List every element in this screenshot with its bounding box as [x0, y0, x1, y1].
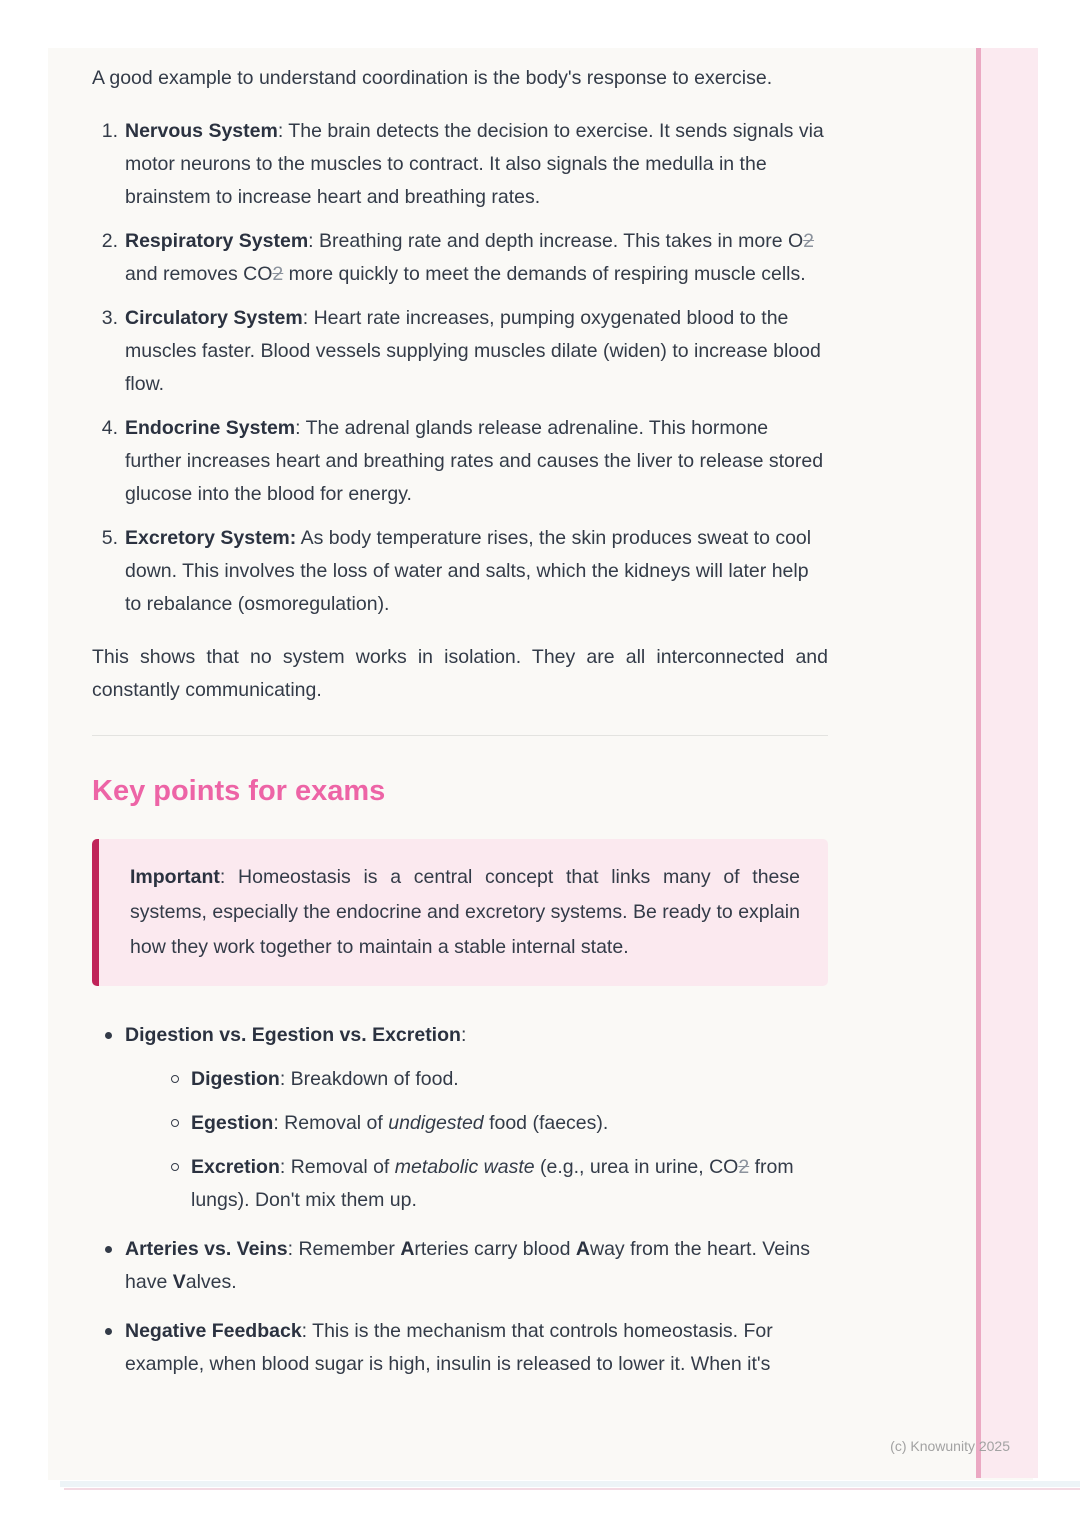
- important-callout: [92, 839, 828, 986]
- list-number: 2.: [101, 230, 118, 252]
- sub-bullet-list: [125, 1063, 828, 1217]
- sub-bullet-text: Excretion: Removal of metabolic waste (e.g., urea in urine, CO2 from lungs). Don't mix them up.: [191, 1156, 794, 1211]
- document-content: [92, 48, 828, 1397]
- bullet-circle-icon: [171, 1119, 179, 1127]
- bullet-text: Arteries vs. Veins: Remember Arteries carry blood Away from the heart. Veins have Valves.: [125, 1238, 811, 1293]
- bullet-disc-icon: [105, 1246, 112, 1253]
- sub-bullet-item: [125, 1063, 828, 1096]
- section-divider: [92, 735, 828, 736]
- numbered-list-item: [92, 522, 828, 621]
- bullet-disc-icon: [105, 1328, 112, 1335]
- bullet-item: [92, 1019, 828, 1217]
- bullet-text: Negative Feedback: This is the mechanism that controls homeostasis. For example, when blood sugar is high, insulin is released to lower it. When it's: [125, 1320, 773, 1375]
- page-bottom-edge-blue: [60, 1481, 1080, 1487]
- list-number: 3.: [101, 307, 118, 329]
- list-number: 1.: [101, 120, 118, 142]
- list-number: 5.: [101, 527, 118, 549]
- sub-bullet-text: Egestion: Removal of undigested food (faeces).: [191, 1112, 609, 1134]
- sub-bullet-item: [125, 1107, 828, 1140]
- numbered-list-item: [92, 225, 828, 291]
- callout-text: Important: Homeostasis is a central concept that links many of these systems, especially the endocrine and excretory systems. Be ready to explain how they work together to maintain a stable internal state.: [130, 866, 800, 958]
- list-item-text: Nervous System: The brain detects the decision to exercise. It sends signals via motor neurons to the muscles to contract. It also signals the medulla in the brainstem to increase heart and breathing rates.: [125, 120, 824, 208]
- bullet-text: Digestion vs. Egestion vs. Excretion:: [125, 1024, 467, 1046]
- numbered-list-item: [92, 412, 828, 511]
- numbered-list-item: [92, 115, 828, 214]
- list-number: 4.: [101, 417, 118, 439]
- systems-list: [92, 115, 828, 621]
- key-points-list: [92, 1019, 828, 1381]
- list-item-text: Respiratory System: Breathing rate and depth increase. This takes in more O2 and removes CO2 more quickly to meet the demands of respiring muscle cells.: [125, 230, 815, 285]
- page-bottom-edge-pink: [64, 1488, 1080, 1490]
- footer-copyright: (c) Knowunity 2025: [890, 1438, 1010, 1454]
- intro-paragraph: A good example to understand coordination is the body's response to exercise.: [92, 67, 773, 89]
- bullet-item: [92, 1315, 828, 1381]
- section-heading: Key points for exams: [92, 775, 386, 807]
- sub-bullet-text: Digestion: Breakdown of food.: [191, 1068, 459, 1090]
- bullet-circle-icon: [171, 1163, 179, 1171]
- page-edge-strip: [976, 48, 1038, 1478]
- list-item-text: Excretory System: As body temperature rises, the skin produces sweat to cool down. This involves the loss of water and salts, which the kidneys will later help to rebalance (osmoregulation).: [125, 527, 812, 615]
- list-item-text: Endocrine System: The adrenal glands release adrenaline. This hormone further increases heart and breathing rates and causes the liver to release stored glucose into the blood for energy.: [125, 417, 824, 505]
- bullet-circle-icon: [171, 1075, 179, 1083]
- bullet-item: [92, 1233, 828, 1299]
- list-item-text: Circulatory System: Heart rate increases, pumping oxygenated blood to the muscles faster. Blood vessels supplying muscles dilate (widen) to increase blood flow.: [125, 307, 821, 395]
- bullet-disc-icon: [105, 1032, 112, 1039]
- numbered-list-item: [92, 302, 828, 401]
- sub-bullet-item: [125, 1151, 828, 1217]
- closing-paragraph: This shows that no system works in isolation. They are all interconnected and constantly communicating.: [92, 646, 828, 701]
